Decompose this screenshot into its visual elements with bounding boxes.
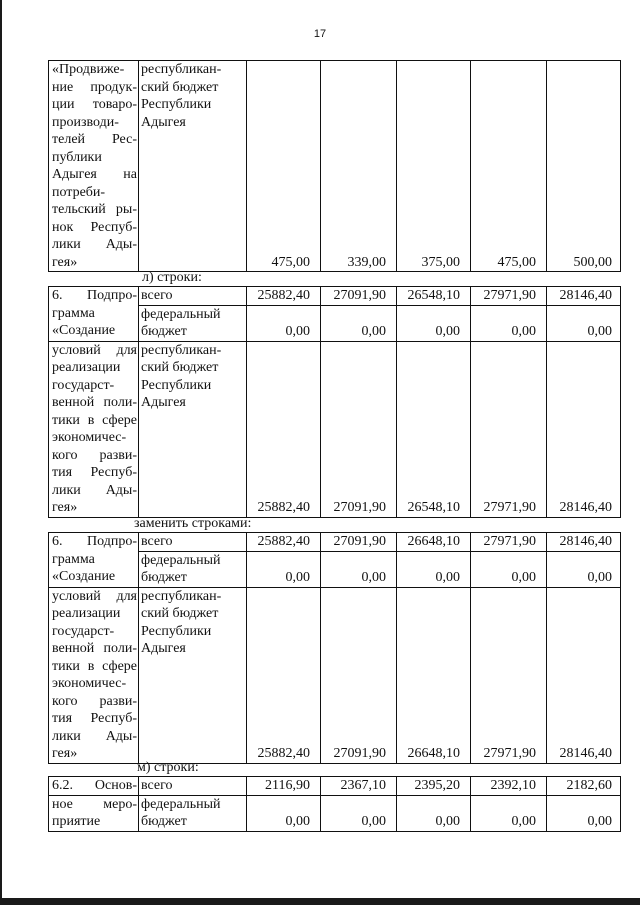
text-line: республикан-	[141, 588, 222, 604]
table-block-2	[48, 286, 621, 518]
value-cell: 2395,20	[397, 777, 471, 796]
program-name-cell	[49, 533, 139, 588]
text-line: грамма	[52, 551, 95, 567]
program-name-cell	[49, 777, 139, 796]
value-cell: 25882,40	[247, 587, 321, 763]
table-row	[49, 795, 621, 831]
text-line: 6.2. Основ-	[52, 778, 137, 793]
value-cell: 0,00	[547, 551, 621, 587]
text-line: бюджет	[141, 814, 187, 829]
text-line: федеральный	[141, 796, 221, 812]
value-cell: 27091,90	[321, 533, 397, 552]
value-cell: 26548,10	[397, 287, 471, 306]
value-cell: 0,00	[471, 305, 547, 341]
text-line: тики в сфере	[52, 412, 137, 428]
text-line: 6. Подпро-	[52, 288, 137, 303]
text-line: тия Респуб-	[52, 711, 137, 726]
value-cell: 0,00	[397, 305, 471, 341]
value-cell: 0,00	[321, 305, 397, 341]
value-cell: 27971,90	[471, 533, 547, 552]
text-line: Адыгея на	[52, 167, 137, 182]
text-line: грамма	[52, 305, 95, 321]
value-cell: 25882,40	[247, 533, 321, 552]
table-row	[49, 777, 621, 796]
text-line: ский бюджет	[141, 606, 219, 621]
value-cell: 0,00	[471, 795, 547, 831]
text-line: ции товаро-	[52, 97, 137, 112]
value-cell: 0,00	[247, 305, 321, 341]
value-cell: 27091,90	[321, 587, 397, 763]
value-cell: 0,00	[397, 551, 471, 587]
program-name-cell	[49, 341, 139, 517]
table-block-3	[48, 532, 621, 764]
text-line: гея»	[52, 500, 78, 515]
scan-left-border	[0, 0, 2, 905]
value-cell: 2367,10	[321, 777, 397, 796]
text-line: телей Рес-	[52, 132, 137, 147]
text-line: ное меро-	[52, 796, 137, 812]
funding-source-cell: всего	[139, 777, 247, 796]
value-cell: 26548,10	[397, 341, 471, 517]
value-cell: 375,00	[397, 61, 471, 272]
text-line: лики Ады-	[52, 728, 137, 744]
value-cell: 2182,60	[547, 777, 621, 796]
text-line: Республики	[141, 97, 212, 112]
value-cell: 475,00	[471, 61, 547, 272]
text-line: «Продвиже-	[52, 62, 125, 77]
text-line: публики	[52, 149, 102, 165]
value-cell: 0,00	[247, 795, 321, 831]
scan-bottom-border	[0, 898, 640, 905]
value-cell: 0,00	[247, 551, 321, 587]
value-cell: 25882,40	[247, 341, 321, 517]
program-name-cell	[49, 61, 139, 272]
text-line: государст-	[52, 377, 115, 393]
value-cell: 27971,90	[471, 287, 547, 306]
funding-source-cell	[139, 61, 247, 272]
text-line: республикан-	[141, 62, 222, 77]
text-line: тельский ры-	[52, 202, 137, 217]
text-line: Адыгея	[141, 641, 186, 656]
value-cell: 27971,90	[471, 587, 547, 763]
text-line: венной поли-	[52, 641, 137, 656]
text-line: бюджет	[141, 570, 187, 585]
value-cell: 0,00	[471, 551, 547, 587]
value-cell: 2116,90	[247, 777, 321, 796]
program-name-cell	[49, 287, 139, 342]
text-line: гея»	[52, 254, 78, 270]
text-line: «Создание	[52, 323, 116, 338]
table-row	[49, 587, 621, 763]
table-row	[49, 61, 621, 272]
text-line: Республики	[141, 377, 212, 393]
value-cell: 26648,10	[397, 587, 471, 763]
value-cell: 0,00	[321, 551, 397, 587]
text-line: венной поли-	[52, 395, 137, 410]
section-caption-m: м) строки:	[137, 760, 199, 775]
funding-source-cell	[139, 341, 247, 517]
value-cell: 0,00	[547, 795, 621, 831]
text-line: производи-	[52, 114, 119, 130]
funding-source-cell	[139, 551, 247, 587]
text-line: гея»	[52, 746, 78, 761]
value-cell: 28146,40	[547, 287, 621, 306]
funding-source-cell	[139, 587, 247, 763]
funding-source-cell	[139, 795, 247, 831]
value-cell: 2392,10	[471, 777, 547, 796]
text-line: условий для	[52, 342, 137, 358]
value-cell: 27091,90	[321, 287, 397, 306]
value-cell: 0,00	[321, 795, 397, 831]
text-line: кого разви-	[52, 447, 137, 463]
text-line: тия Респуб-	[52, 465, 137, 480]
funding-source-cell	[139, 305, 247, 341]
table-block-4	[48, 776, 621, 832]
value-cell: 500,00	[547, 61, 621, 272]
value-cell: 28146,40	[547, 341, 621, 517]
value-cell: 339,00	[321, 61, 397, 272]
section-caption-replace: заменить строками:	[134, 516, 252, 531]
text-line: федеральный	[141, 306, 221, 322]
text-line: республикан-	[141, 342, 222, 358]
text-line: лики Ады-	[52, 237, 137, 252]
text-line: условий для	[52, 588, 137, 604]
text-line: Республики	[141, 623, 212, 639]
text-line: лики Ады-	[52, 482, 137, 498]
value-cell: 26648,10	[397, 533, 471, 552]
value-cell: 28146,40	[547, 533, 621, 552]
value-cell: 25882,40	[247, 287, 321, 306]
value-cell: 27971,90	[471, 341, 547, 517]
text-line: «Создание	[52, 569, 116, 584]
table-block-1	[48, 60, 621, 272]
section-caption-l: л) строки:	[142, 270, 202, 285]
value-cell: 475,00	[247, 61, 321, 272]
table-row	[49, 341, 621, 517]
text-line: реализации	[52, 360, 121, 375]
value-cell: 27091,90	[321, 341, 397, 517]
text-line: Адыгея	[141, 395, 186, 410]
text-line: приятие	[52, 814, 101, 829]
text-line: нок Респуб-	[52, 219, 137, 235]
text-line: ский бюджет	[141, 360, 219, 375]
value-cell: 0,00	[547, 305, 621, 341]
funding-source-cell: всего	[139, 287, 247, 306]
text-line: 6. Подпро-	[52, 534, 137, 549]
page-number: 17	[313, 28, 327, 40]
text-line: государст-	[52, 623, 115, 639]
table-row	[49, 533, 621, 552]
text-line: экономичес-	[52, 430, 127, 445]
text-line: федеральный	[141, 552, 221, 568]
text-line: ский бюджет	[141, 79, 219, 95]
text-line: потреби-	[52, 184, 106, 200]
text-line: бюджет	[141, 324, 187, 339]
text-line: экономичес-	[52, 676, 127, 691]
program-name-cell	[49, 587, 139, 763]
text-line: Адыгея	[141, 114, 186, 130]
text-line: ние продук-	[52, 79, 137, 95]
funding-source-cell: всего	[139, 533, 247, 552]
text-line: тики в сфере	[52, 658, 137, 674]
text-line: кого разви-	[52, 693, 137, 709]
value-cell: 0,00	[397, 795, 471, 831]
program-name-cell	[49, 795, 139, 831]
value-cell: 28146,40	[547, 587, 621, 763]
text-line: реализации	[52, 606, 121, 621]
table-row	[49, 287, 621, 306]
